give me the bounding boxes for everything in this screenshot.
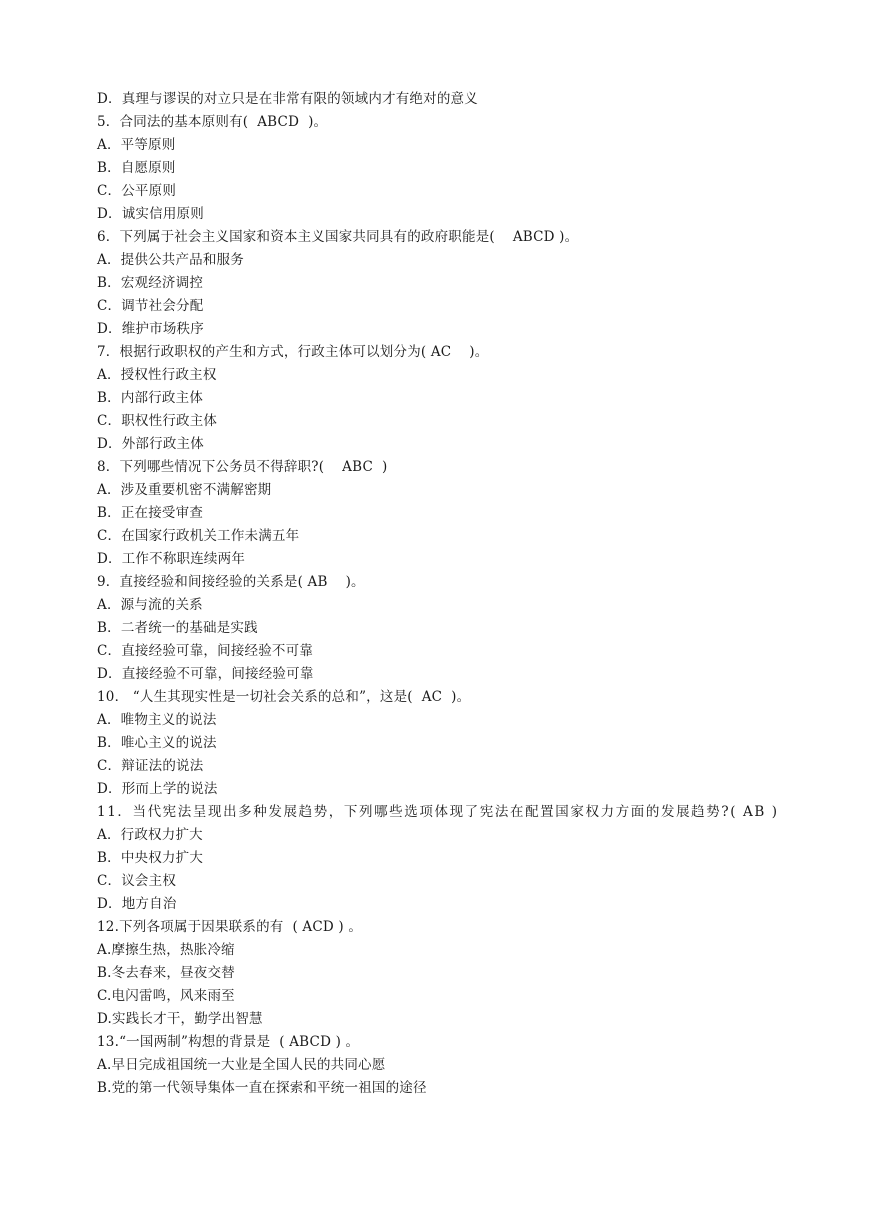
option-line: B．唯心主义的说法 [97,735,217,751]
option-line: C.电闪雷鸣，风来雨至 [97,988,235,1004]
question-line: 10． “人生其现实性是一切社会关系的总和”，这是( AC )。 [97,689,471,705]
option-line: D．维护市场秩序 [97,321,204,337]
option-line: D．外部行政主体 [97,436,204,452]
document-page [97,88,787,1100]
option-line: A．行政权力扩大 [97,827,203,843]
option-line: D．真理与谬误的对立只是在非常有限的领域内才有绝对的意义 [97,91,478,107]
question-line: 13.“一国两制”构想的背景是 ( ABCD ) 。 [97,1034,360,1050]
option-line: C．直接经验可靠，间接经验不可靠 [97,643,314,659]
option-line: A.摩擦生热，热胀冷缩 [97,942,235,958]
option-line: B．内部行政主体 [97,390,204,406]
option-line: D．地方自治 [97,896,177,912]
option-line: A．提供公共产品和服务 [97,252,244,268]
option-line: B．自愿原则 [97,160,176,176]
option-line: B.党的第一代领导集体一直在探索和平统一祖国的途径 [97,1080,427,1096]
option-line: A．授权性行政主权 [97,367,217,383]
option-line: B.冬去春来，昼夜交替 [97,965,235,981]
question-line: 9．直接经验和间接经验的关系是( AB )。 [97,574,365,590]
option-line: A．涉及重要机密不满解密期 [97,482,272,498]
option-line: A．唯物主义的说法 [97,712,217,728]
option-line: D.实践长才干，勤学出智慧 [97,1011,263,1027]
option-line: C．职权性行政主体 [97,413,218,429]
question-line: 7．根据行政职权的产生和方式，行政主体可以划分为( AC )。 [97,344,489,360]
option-line: A．平等原则 [97,137,176,153]
question-line: 5．合同法的基本原则有( ABCD )。 [97,114,328,130]
option-line: D．形而上学的说法 [97,781,218,797]
option-line: C．公平原则 [97,183,177,199]
question-line: 11．当代宪法呈现出多种发展趋势，下列哪些选项体现了宪法在配置国家权力方面的发展趋势?( AB ) [97,804,779,820]
option-line: B．中央权力扩大 [97,850,204,866]
option-line: D．直接经验不可靠，间接经验可靠 [97,666,314,682]
option-line: D．诚实信用原则 [97,206,204,222]
option-line: D．工作不称职连续两年 [97,551,246,567]
question-line: 8．下列哪些情况下公务员不得辞职?( ABC ) [97,459,388,475]
option-line: B．正在接受审查 [97,505,204,521]
question-line: 12.下列各项属于因果联系的有 ( ACD ) 。 [97,919,363,935]
option-line: C．调节社会分配 [97,298,204,314]
question-line: 6．下列属于社会主义国家和资本主义国家共同具有的政府职能是( ABCD )。 [97,229,579,245]
option-line: A.早日完成祖国统一大业是全国人民的共同心愿 [97,1057,386,1073]
option-line: A．源与流的关系 [97,597,203,613]
option-line: B．宏观经济调控 [97,275,204,291]
option-line: C．辩证法的说法 [97,758,204,774]
option-line: C．在国家行政机关工作未满五年 [97,528,300,544]
option-line: C．议会主权 [97,873,177,889]
option-line: B．二者统一的基础是实践 [97,620,258,636]
